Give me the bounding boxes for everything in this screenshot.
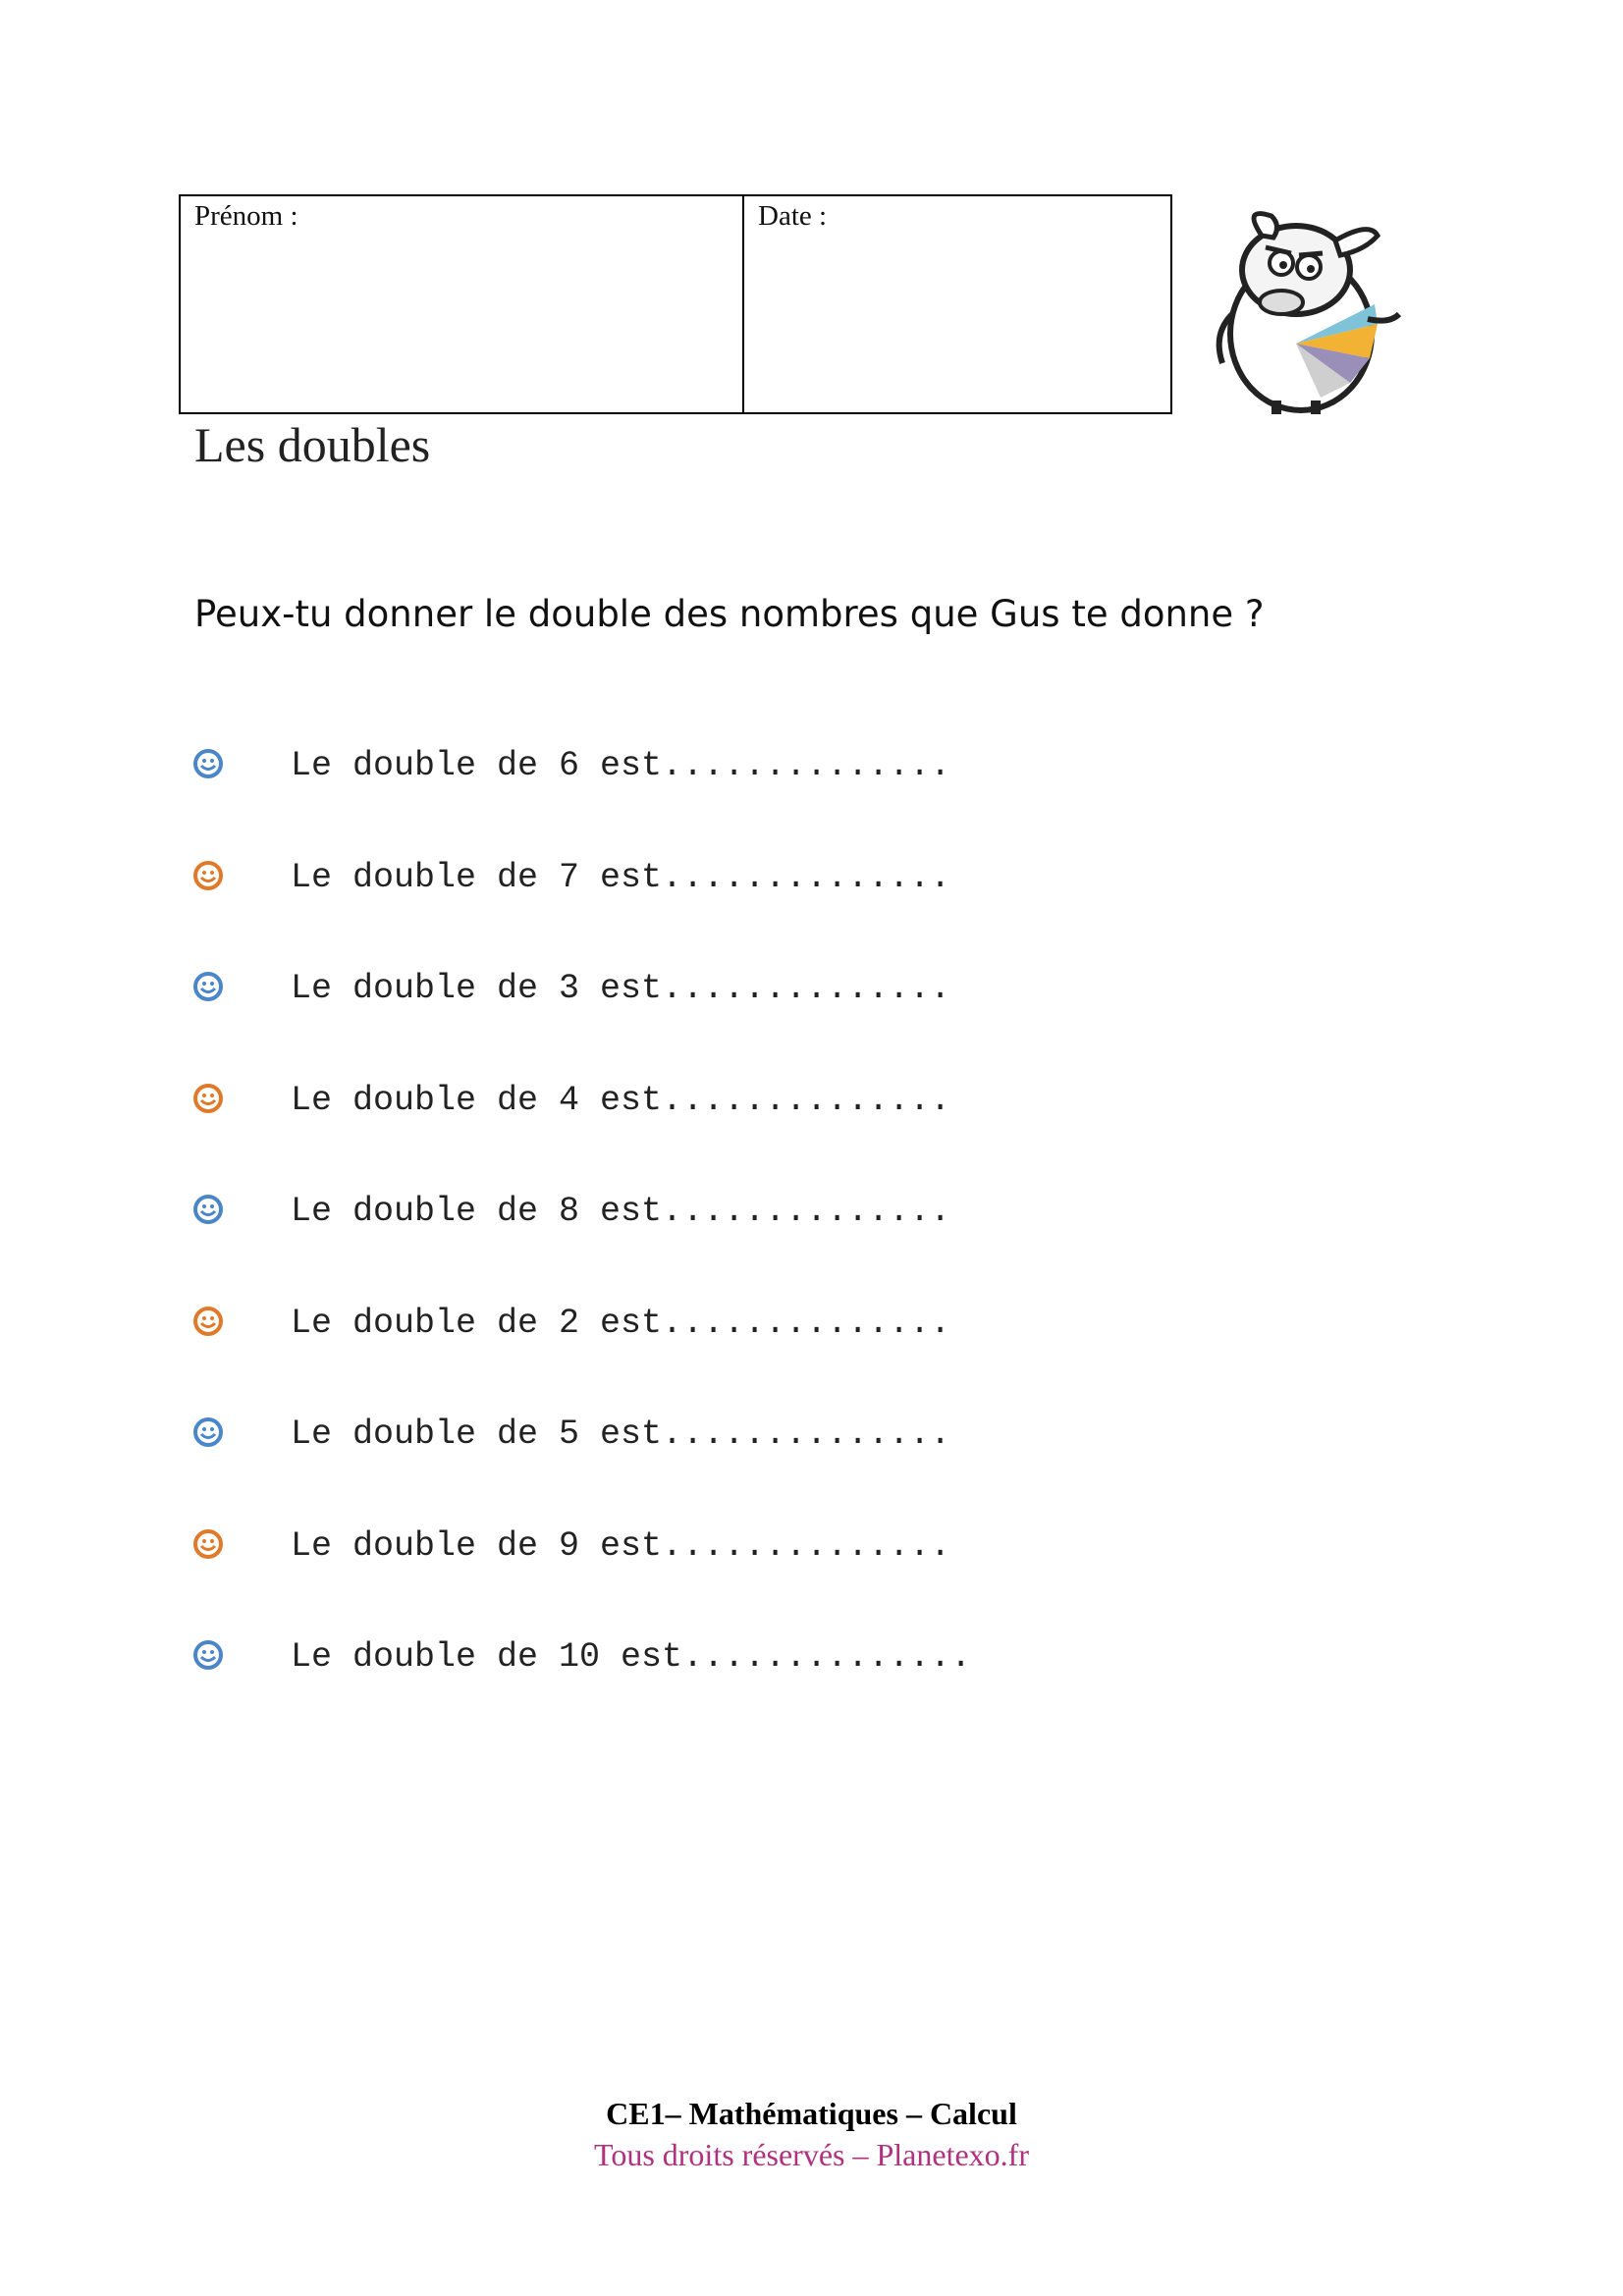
footer-course: CE1– Mathématiques – Calcul bbox=[606, 2096, 1017, 2131]
exercise-text[interactable]: Le double de 4 est.............. bbox=[291, 1080, 951, 1120]
exercise-text[interactable]: Le double de 10 est.............. bbox=[291, 1637, 972, 1677]
gus-mascot-icon bbox=[1203, 196, 1409, 417]
page-title: Les doubles bbox=[194, 417, 431, 472]
exercise-text[interactable]: Le double de 3 est.............. bbox=[291, 969, 951, 1008]
blue-smiley-icon bbox=[192, 748, 224, 779]
orange-smiley-icon bbox=[192, 1528, 224, 1560]
blue-smiley-icon bbox=[192, 971, 224, 1002]
orange-smiley-icon bbox=[192, 860, 224, 891]
first-name-cell[interactable] bbox=[181, 196, 744, 412]
first-name-label: Prénom : bbox=[194, 200, 298, 232]
exercise-text[interactable]: Le double de 7 est.............. bbox=[291, 857, 951, 897]
blue-smiley-icon bbox=[192, 1416, 224, 1448]
blue-smiley-icon bbox=[192, 1639, 224, 1671]
orange-smiley-icon bbox=[192, 1083, 224, 1114]
footer-rights: Tous droits réservés – Planetexo.fr bbox=[594, 2137, 1029, 2172]
orange-smiley-icon bbox=[192, 1306, 224, 1337]
instruction-text: Peux-tu donner le double des nombres que Gus te donne ? bbox=[194, 593, 1265, 635]
date-cell[interactable] bbox=[744, 196, 1170, 412]
blue-smiley-icon bbox=[192, 1194, 224, 1225]
exercise-text[interactable]: Le double de 5 est.............. bbox=[291, 1415, 951, 1454]
exercise-text[interactable]: Le double de 6 est.............. bbox=[291, 746, 951, 785]
exercise-text[interactable]: Le double de 9 est.............. bbox=[291, 1525, 951, 1566]
exercise-text[interactable]: Le double de 8 est.............. bbox=[291, 1192, 951, 1231]
exercise-text[interactable]: Le double de 2 est.............. bbox=[291, 1303, 951, 1343]
date-label: Date : bbox=[758, 200, 828, 232]
name-date-table bbox=[179, 194, 1172, 414]
